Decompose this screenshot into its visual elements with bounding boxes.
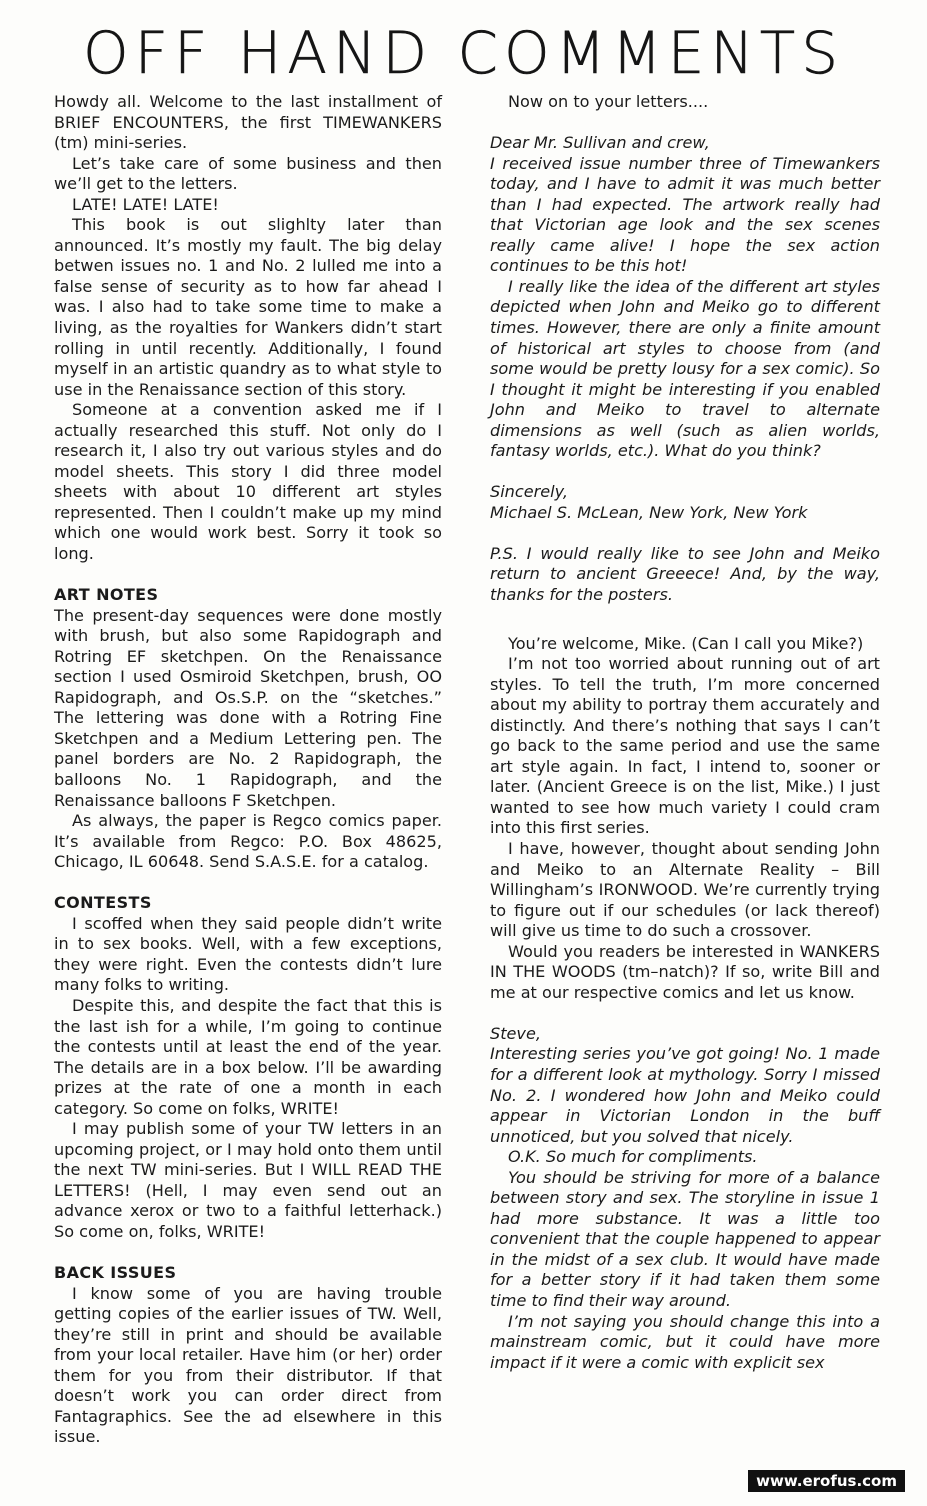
art-notes-heading: ART NOTES (54, 585, 159, 605)
letter-salutation: Dear Mr. Sullivan and crew, (490, 133, 710, 153)
right-column (490, 92, 880, 1373)
letter-closing: Sincerely, (490, 482, 569, 502)
contests-heading: CONTESTS (54, 893, 152, 913)
contests-paragraph: Despite this, and despite the fact that this is the last ish for a while, I’m going to continue the contests until at least the end of the year. The details are in a box below. I’ll be awarding prizes at the rate of one a month in each category. So come on folks, WRITE! (54, 995, 442, 1118)
letter-paragraph: I’m not saying you should change this into a mainstream comic, but it could have more impact if it were a comic with explicit sex (490, 1311, 880, 1372)
reply-paragraph: You’re welcome, Mike. (Can I call you Mike?) (508, 633, 864, 653)
letter-signature: Michael S. McLean, New York, New York (490, 502, 808, 522)
watermark: www.erofus.com (748, 1470, 905, 1492)
letter-paragraph: You should be striving for more of a balance between story and sex. The storyline in issue 1 had more substance. It was a little too convenient that the couple happened to appear in the midst of a sex club. It would have made for a better story if it had taken them some time to find their way around. (490, 1167, 880, 1310)
reply-paragraph: I’m not too worried about running out of art styles. To tell the truth, I’m more concerned about my ability to portray them accurately and distinctly. And there’s nothing that says I can’t go back to the same period and use the same art style again. In fact, I intend to, sooner or later. (Ancient Greece is on the list, Mike.) I just wanted to see how much variety I could cram into this first series. (490, 654, 880, 838)
back-issues-heading: BACK ISSUES (54, 1263, 177, 1283)
art-notes-paragraph: The present-day sequences were done mostly with brush, but also some Rapidograph and Rotring EF sketchpen. On the Renaissance section I used Osmiroid Sketchpen, brush, OO Rapidograph, and Os.S.P. on the “sketches.” The lettering was done with a Rotring Fine Sketchpen and a Medium Lettering pen. The panel borders are No. 2 Rapidograph, the balloons No. 1 Rapidograph, and the Renaissance balloons F Sketchpen. (54, 605, 442, 810)
letter-paragraph: I received issue number three of Timewankers today, and I have to admit it was much better than I had expected. The artwork really had that Victorian age look and the sex scenes really came alive! I hope the sex action continues to be this hot! (490, 153, 880, 276)
page-title: OFF HAND COMMENTS (82, 19, 845, 87)
back-issues-paragraph: I know some of you are having trouble getting copies of the earlier issues of TW. Well, they’re still in print and should be available from your local retailer. Have him (or her) order them for you from their distributor. If that doesn’t work you can order direct from Fantagraphics. See the ad elsewhere in this issue. (54, 1283, 442, 1447)
intro-paragraph: This book is out slighlty later than announced. It’s mostly my fault. The big delay betwen issues no. 1 and No. 2 lulled me into a false sense of security as to how far ahead I was. I also had to take some time to make a living, as the royalties for Wankers didn’t start rolling in until recently. Additionally, I found myself in an artistic quandry as to what style to use in the Renaissance section of this story. (54, 215, 442, 399)
contests-paragraph: I may publish some of your TW letters in an upcoming project, or I may hold onto them until the next TW mini-series. But I WILL READ THE LETTERS! (Hell, I may even send out an advance xerox or two to a faithful letterhack.) So come on, folks, WRITE! (54, 1119, 442, 1241)
letter-salutation: Steve, (490, 1023, 541, 1043)
letter-paragraph: O.K. So much for compliments. (508, 1147, 758, 1167)
contests-paragraph: I scoffed when they said people didn’t write in to sex books. Well, with a few exceptions, they were right. Even the contests didn’t lure many folks to writing. (54, 913, 442, 995)
intro-paragraph: Let’s take care of some business and then we’ll get to the letters. (54, 153, 442, 194)
letter-postscript: P.S. I would really like to see John and Meiko return to ancient Greeece! And, by the way, thanks for the posters. (490, 543, 880, 604)
intro-paragraph: Someone at a convention asked me if I actually researched this stuff. Not only do I research it, I also try out various styles and do model sheets. This story I did three model sheets with about 10 different art styles represented. Then I couldn’t make up my mind which one would work best. Sorry it took so long. (54, 400, 442, 564)
reply-paragraph: Would you readers be interested in WANKERS IN THE WOODS (tm–natch)? If so, write Bill and me at our respective comics and let us know. (490, 941, 880, 1002)
reply-paragraph: I have, however, thought about sending John and Meiko to an Alternate Reality – Bill Willingham’s IRONWOOD. We’re currently trying to figure out if our schedules (or lack thereof) will give us time to do such a crossover. (490, 839, 880, 941)
letters-intro: Now on to your letters.... (508, 92, 709, 111)
letter-paragraph: I really like the idea of the different art styles depicted when John and Meiko go to different times. However, there are only a finite amount of historical art styles to choose from (and some would be pretty lousy for a sex comic). So I thought it might be interesting if you enabled John and Meiko to travel to alternate dimensions as well (such as alien worlds, fantasy worlds, etc.). What do you think? (490, 276, 880, 461)
art-notes-paragraph: As always, the paper is Regco comics paper. It’s available from Regco: P.O. Box 48625, Chicago, IL 60648. Send S.A.S.E. for a catalog. (54, 811, 442, 872)
intro-paragraph: Howdy all. Welcome to the last installment of BRIEF ENCOUNTERS, the first TIMEWANKERS (tm) mini-series. (54, 92, 442, 153)
intro-paragraph: LATE! LATE! LATE! (72, 194, 219, 214)
letter-paragraph: Interesting series you’ve got going! No. 1 made for a different look at mythology. Sorry I missed No. 2. I wondered how John and Meiko could appear in Victorian London in the buff unnoticed, but you solved that nicely. (490, 1044, 880, 1146)
left-column (54, 92, 442, 1448)
